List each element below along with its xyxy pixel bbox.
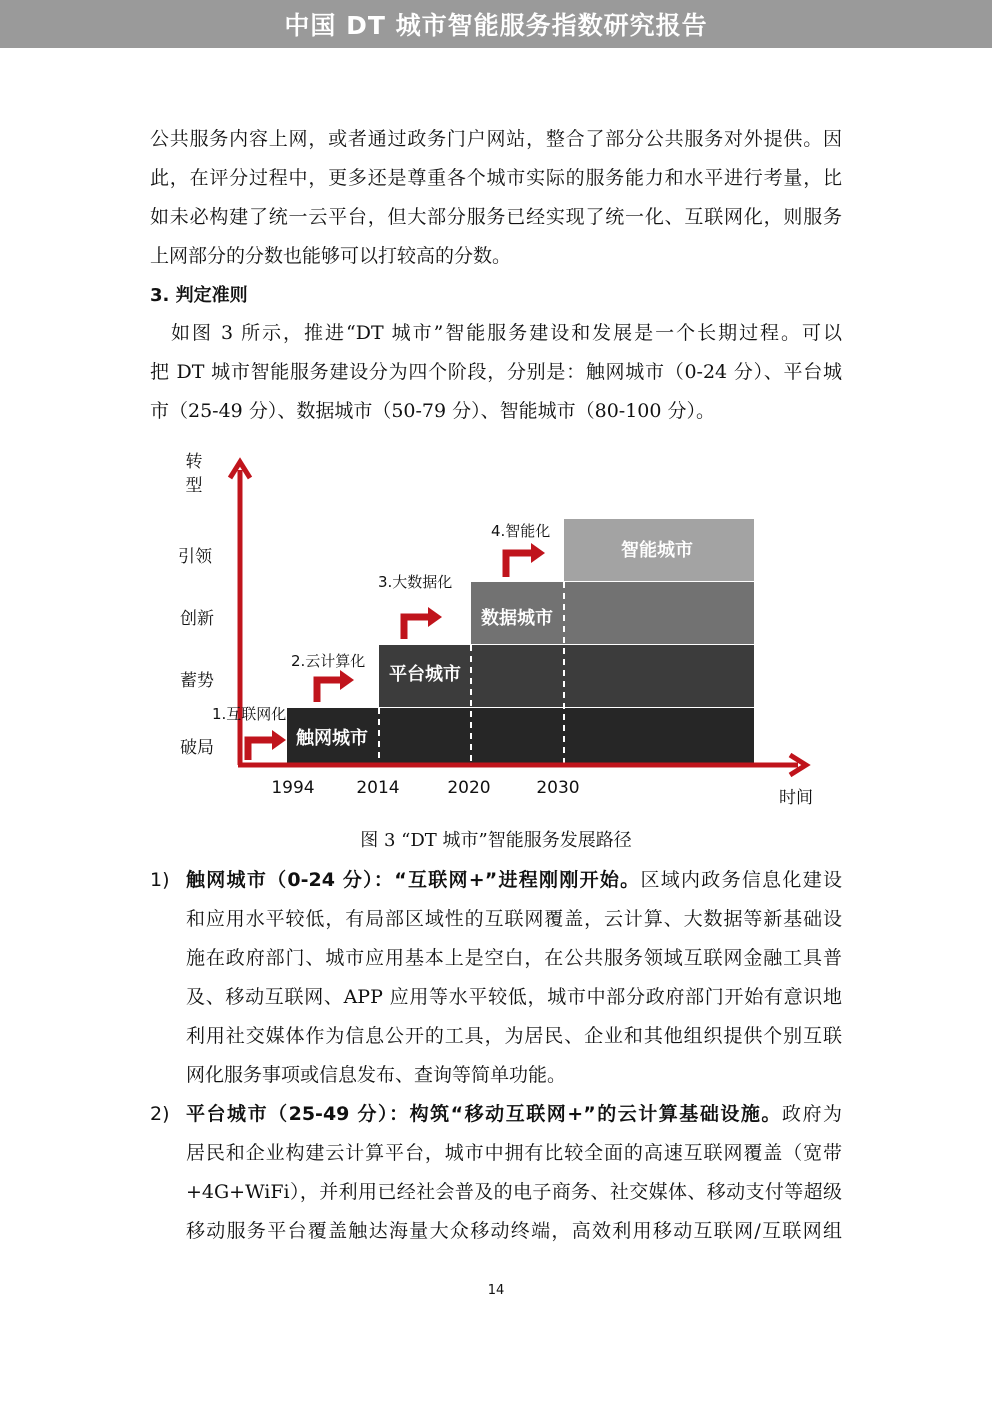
step-label: 4.智能化	[491, 522, 551, 540]
list-item-title: 平台城市（25-49 分）：构筑“移动互联网+”的云计算基础设施。	[186, 1103, 782, 1125]
y-axis-label: 型	[185, 476, 203, 496]
step-arrow-icon	[317, 670, 354, 702]
y-level-label: 蓄势	[180, 671, 214, 691]
document-header: 中国 DT 城市智能服务指数研究报告	[0, 0, 992, 48]
paragraph-line: +4G+WiFi），并利用已经社会普及的电子商务、社交媒体、移动支付等超级	[186, 1181, 842, 1203]
list-item-title: 触网城市（0-24 分）：“互联网+”进程刚刚开始。	[186, 869, 641, 891]
paragraph-line: 市（25-49 分）、数据城市（50-79 分）、智能城市（80-100 分）。	[150, 400, 716, 422]
stage-label: 智能城市	[621, 540, 693, 561]
list-number: 1)	[150, 869, 170, 891]
step-arrow-icon	[404, 607, 442, 639]
x-tick-label: 2020	[447, 778, 491, 798]
x-axis-label: 时间	[779, 788, 813, 808]
step-label: 1.互联网化	[212, 705, 287, 723]
paragraph-line: 居民和企业构建云计算平台，城市中拥有比较全面的高速互联网覆盖（宽带	[186, 1142, 842, 1164]
paragraph-line: 网化服务事项或信息发布、查询等简单功能。	[186, 1064, 567, 1086]
stage-label: 数据城市	[481, 608, 553, 629]
y-level-label: 破局	[180, 738, 214, 758]
paragraph-line: 利用社交媒体作为信息公开的工具，为居民、企业和其他组织提供个别互联	[186, 1025, 842, 1047]
paragraph-line: 把 DT 城市智能服务建设分为四个阶段，分别是：触网城市（0-24 分）、平台城	[150, 361, 842, 383]
paragraph-line: 如未必构建了统一云平台，但大部分服务已经实现了统一化、互联网化，则服务	[150, 206, 842, 228]
list-number: 2)	[150, 1103, 170, 1125]
paragraph-line: 如图 3 所示，推进“DT 城市”智能服务建设和发展是一个长期过程。可以	[150, 322, 842, 344]
list-item-body	[186, 861, 842, 1095]
y-axis-label: 转	[185, 452, 203, 472]
section-heading: 3. 判定准则	[150, 285, 248, 306]
step-label: 3.大数据化	[378, 573, 453, 591]
stage-label: 平台城市	[389, 664, 461, 685]
development-path-diagram	[0, 430, 992, 830]
paragraph-line: 施在政府部门、城市应用基本上是空白，在公共服务领域互联网金融工具普	[186, 947, 842, 969]
section-paragraph	[150, 314, 842, 431]
list-item-text: 政府为	[781, 1103, 842, 1125]
paragraph-line	[186, 861, 842, 900]
list-item-text: 区域内政务信息化建设	[640, 869, 842, 891]
paragraph-line: 此，在评分过程中，更多还是尊重各个城市实际的服务能力和水平进行考量，比	[150, 167, 842, 189]
list-item	[150, 861, 842, 1095]
step-arrow-icon	[506, 543, 545, 577]
paragraph-line: 上网部分的分数也能够可以打较高的分数。	[150, 245, 512, 267]
paragraph-line: 公共服务内容上网，或者通过政务门户网站，整合了部分公共服务对外提供。因	[150, 128, 842, 150]
list-item-body	[186, 1095, 842, 1251]
x-tick-label: 2030	[536, 778, 580, 798]
page-number: 14	[487, 1283, 505, 1298]
list-item	[150, 1095, 842, 1255]
y-level-label: 引领	[178, 547, 212, 567]
x-tick-label: 1994	[271, 778, 315, 798]
figure-caption: 图 3 “DT 城市”智能服务发展路径	[360, 830, 632, 851]
intro-paragraph	[150, 120, 842, 276]
step-label: 2.云计算化	[291, 652, 366, 670]
stage-label: 触网城市	[296, 728, 368, 749]
x-tick-label: 2014	[356, 778, 400, 798]
y-level-label: 创新	[180, 609, 214, 629]
step-arrow-icon	[248, 730, 286, 760]
paragraph-line: 移动服务平台覆盖触达海量大众移动终端，高效利用移动互联网/互联网组	[186, 1220, 842, 1242]
paragraph-line	[186, 1095, 842, 1134]
paragraph-line: 和应用水平较低，有局部区域性的互联网覆盖，云计算、大数据等新基础设	[186, 908, 842, 930]
paragraph-line: 及、移动互联网、APP 应用等水平较低，城市中部分政府部门开始有意识地	[186, 986, 842, 1008]
